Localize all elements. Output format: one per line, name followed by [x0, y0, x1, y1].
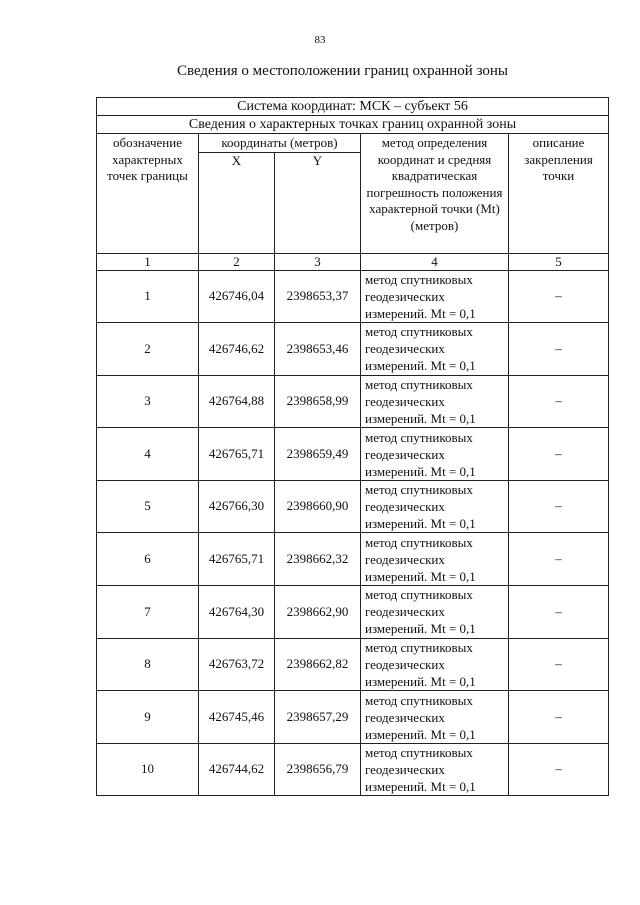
y-coordinate-cell: 2398653,46 [275, 323, 361, 376]
point-number-cell: 5 [97, 480, 199, 533]
x-coordinate-cell: 426764,88 [199, 375, 275, 428]
table-row [97, 323, 609, 376]
description-cell: – [509, 480, 609, 533]
y-coordinate-cell: 2398660,90 [275, 480, 361, 533]
description-cell: – [509, 428, 609, 481]
description-cell: – [509, 533, 609, 586]
description-cell: – [509, 375, 609, 428]
table-row [97, 691, 609, 744]
coordinate-system-header: Система координат: МСК – субъект 56 [97, 98, 609, 116]
description-cell: – [509, 691, 609, 744]
method-cell: метод спутниковых геодезических измерений. Mt = 0,1 [361, 480, 509, 533]
column-header-description: описание закрепления точки [509, 134, 609, 254]
section-header: Сведения о характерных точках границ охранной зоны [97, 116, 609, 134]
point-number-cell: 3 [97, 375, 199, 428]
table-row [97, 586, 609, 639]
column-number: 3 [275, 253, 361, 270]
table-row [97, 533, 609, 586]
y-coordinate-cell: 2398659,49 [275, 428, 361, 481]
point-number-cell: 7 [97, 586, 199, 639]
column-number: 1 [97, 253, 199, 270]
column-header-method: метод определения координат и средняя квадратическая погрешность положения характерной точки (Mt) (метров) [361, 134, 509, 254]
x-coordinate-cell: 426746,04 [199, 270, 275, 323]
description-cell: – [509, 323, 609, 376]
column-header-coordinates: координаты (метров) [199, 134, 361, 153]
point-number-cell: 4 [97, 428, 199, 481]
x-coordinate-cell: 426744,62 [199, 743, 275, 796]
y-coordinate-cell: 2398662,82 [275, 638, 361, 691]
x-coordinate-cell: 426746,62 [199, 323, 275, 376]
column-header-x: X [199, 152, 275, 253]
description-cell: – [509, 743, 609, 796]
x-coordinate-cell: 426764,30 [199, 586, 275, 639]
method-cell: метод спутниковых геодезических измерений. Mt = 0,1 [361, 691, 509, 744]
x-coordinate-cell: 426765,71 [199, 533, 275, 586]
table-row [97, 375, 609, 428]
x-coordinate-cell: 426766,30 [199, 480, 275, 533]
point-number-cell: 8 [97, 638, 199, 691]
y-coordinate-cell: 2398653,37 [275, 270, 361, 323]
description-cell: – [509, 270, 609, 323]
boundary-points-table [96, 97, 609, 796]
point-number-cell: 2 [97, 323, 199, 376]
description-cell: – [509, 638, 609, 691]
method-cell: метод спутниковых геодезических измерений. Mt = 0,1 [361, 586, 509, 639]
y-coordinate-cell: 2398656,79 [275, 743, 361, 796]
document-title: Сведения о местоположении границ охранной зоны [176, 63, 509, 79]
description-cell: – [509, 586, 609, 639]
column-header-designation: обозначение характерных точек границы [97, 134, 199, 254]
y-coordinate-cell: 2398662,90 [275, 586, 361, 639]
column-numbers-row [97, 253, 609, 270]
method-cell: метод спутниковых геодезических измерений. Mt = 0,1 [361, 375, 509, 428]
x-coordinate-cell: 426745,46 [199, 691, 275, 744]
table-row [97, 638, 609, 691]
method-cell: метод спутниковых геодезических измерений. Mt = 0,1 [361, 323, 509, 376]
table-row [97, 270, 609, 323]
column-number: 4 [361, 253, 509, 270]
method-cell: метод спутниковых геодезических измерений. Mt = 0,1 [361, 743, 509, 796]
point-number-cell: 9 [97, 691, 199, 744]
x-coordinate-cell: 426763,72 [199, 638, 275, 691]
y-coordinate-cell: 2398657,29 [275, 691, 361, 744]
table-row [97, 743, 609, 796]
page-number: 83 [314, 34, 326, 46]
column-header-y: Y [275, 152, 361, 253]
y-coordinate-cell: 2398658,99 [275, 375, 361, 428]
column-number: 5 [509, 253, 609, 270]
method-cell: метод спутниковых геодезических измерений. Mt = 0,1 [361, 638, 509, 691]
x-coordinate-cell: 426765,71 [199, 428, 275, 481]
table-row [97, 480, 609, 533]
method-cell: метод спутниковых геодезических измерений. Mt = 0,1 [361, 428, 509, 481]
column-number: 2 [199, 253, 275, 270]
point-number-cell: 6 [97, 533, 199, 586]
method-cell: метод спутниковых геодезических измерений. Mt = 0,1 [361, 270, 509, 323]
table-row [97, 428, 609, 481]
method-cell: метод спутниковых геодезических измерений. Mt = 0,1 [361, 533, 509, 586]
point-number-cell: 1 [97, 270, 199, 323]
point-number-cell: 10 [97, 743, 199, 796]
y-coordinate-cell: 2398662,32 [275, 533, 361, 586]
